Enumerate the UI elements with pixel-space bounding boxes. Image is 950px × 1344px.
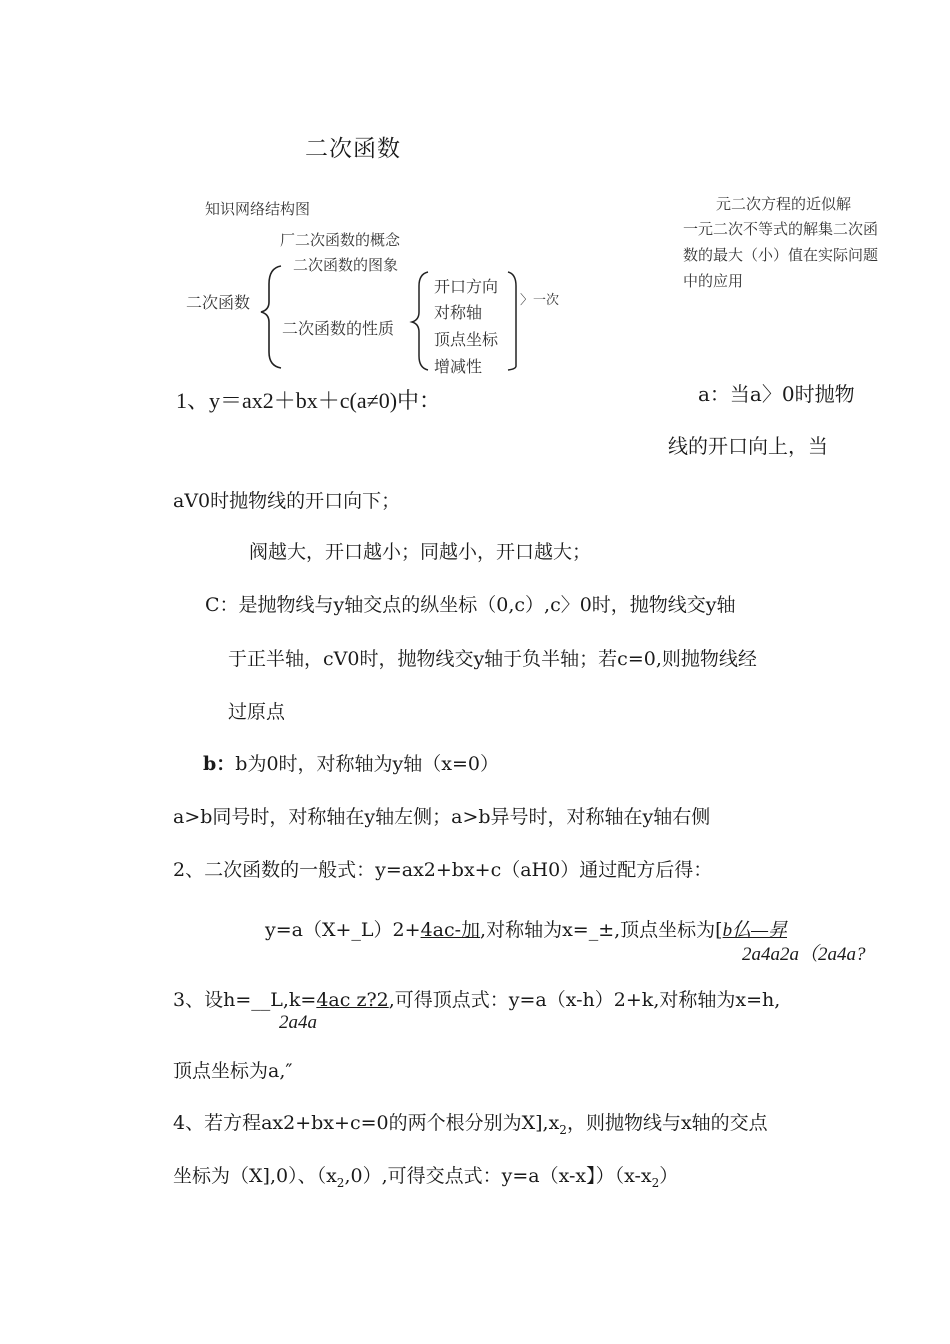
diagram-root: 二次函数 <box>186 293 251 312</box>
section-4-line-2-sub-2: 2 <box>651 1175 660 1190</box>
section-3-part-a: 3、设h=__L,k= <box>173 989 317 1011</box>
section-1-formula: y＝ax2＋bx＋c(a≠0)中： <box>209 388 442 413</box>
diagram-prop-vertex: 顶点坐标 <box>434 330 499 349</box>
section-3-sub: 2a4a <box>279 1012 317 1033</box>
right-brace-left-icon <box>410 270 434 370</box>
diagram-right-line-1: 元二次方程的近似解 <box>716 195 852 213</box>
section-4-line-2-a: 坐标为（X],0）、（x <box>173 1165 337 1187</box>
c-line-3: 过原点 <box>228 701 286 723</box>
diagram-right-line-4: 中的应用 <box>683 272 744 290</box>
diagram-right-line-2: 一元二次不等式的解集二次函 <box>683 220 879 238</box>
section-3-part-underlined: 4ac z?2 <box>316 989 389 1011</box>
section-4-line-1-a: 4、若方程ax2+bx+c=0的两个根分别为X],x <box>173 1112 560 1134</box>
diagram-properties: 二次函数的性质 <box>282 319 395 338</box>
page-title: 二次函数 <box>305 136 401 162</box>
diagram-prop-monotonic: 增减性 <box>434 357 483 376</box>
section-4-line-2-c: ） <box>659 1165 679 1187</box>
b-line <box>203 749 499 776</box>
section-2-line: 2、二次函数的一般式：y=ax2+bx+c（aH0）通过配方后得： <box>173 859 713 881</box>
section-4-line-1-b: ，则抛物线与x轴的交点 <box>566 1112 768 1134</box>
section-4-line-2-b: ,0）,可得交点式：y=a（x-x】）（x-x <box>344 1165 652 1187</box>
diagram-right-line-3: 数的最大（小）值在实际问题 <box>683 246 879 264</box>
section-1-right-2: 线的开口向上，当 <box>668 434 828 458</box>
formula-part-a: y=a（X+_L）2+ <box>265 919 421 941</box>
diagram-item-concept: 厂二次函数的概念 <box>280 231 401 249</box>
formula-part-italic: b仏—昇 <box>722 920 788 941</box>
c-line-1: C：是抛物线与y轴交点的纵坐标（0,c）,c〉0时，抛物线交y轴 <box>205 594 736 616</box>
section-4-line-1 <box>173 1108 768 1137</box>
diagram-header: 知识网络结构图 <box>205 200 311 218</box>
section-1-line <box>176 384 441 415</box>
section-1-right-1: a：当a〉0时抛物 <box>698 382 855 406</box>
diagram-item-graph: 二次函数的图象 <box>293 256 399 274</box>
diagram-arrow-text: 〉一次 <box>520 293 560 308</box>
section-2-sub: 2a4a2a（2a4a? <box>742 944 866 965</box>
right-brace-right-icon <box>506 270 522 370</box>
b-label: b： <box>203 753 236 775</box>
diagram-prop-opening: 开口方向 <box>434 277 499 296</box>
section-3-vertex: 顶点坐标为a,″ <box>173 1060 293 1082</box>
section-4-line-1-sub: 2 <box>559 1122 567 1137</box>
section-4-line-2 <box>173 1161 678 1190</box>
section-2-formula <box>265 915 787 942</box>
diagram-prop-axis: 对称轴 <box>434 303 483 322</box>
section-3-part-b: ,可得顶点式：y=a（x-h）2+k,对称轴为x=h, <box>388 989 781 1011</box>
section-1-number: 1、 <box>176 388 210 413</box>
formula-part-b: ,对称轴为x=_±,顶点坐标为[ <box>480 919 723 941</box>
section-3-line <box>173 985 780 1012</box>
section-1-line-4: 阀越大，开口越小；同越小，开口越大； <box>249 541 592 563</box>
section-4-line-2-sub: 2 <box>336 1175 345 1190</box>
b-text: b为0时，对称轴为y轴（x=0） <box>235 753 500 775</box>
c-line-2: 于正半轴，cV0时，抛物线交y轴于负半轴；若c=0,则抛物线经 <box>228 648 757 670</box>
section-1-line-3: aV0时抛物线的开口向下； <box>173 490 401 512</box>
ab-line: a>b同号时，对称轴在y轴左侧；a>b异号时，对称轴在y轴右侧 <box>173 806 711 828</box>
formula-part-underlined: 4ac-加 <box>420 919 481 941</box>
